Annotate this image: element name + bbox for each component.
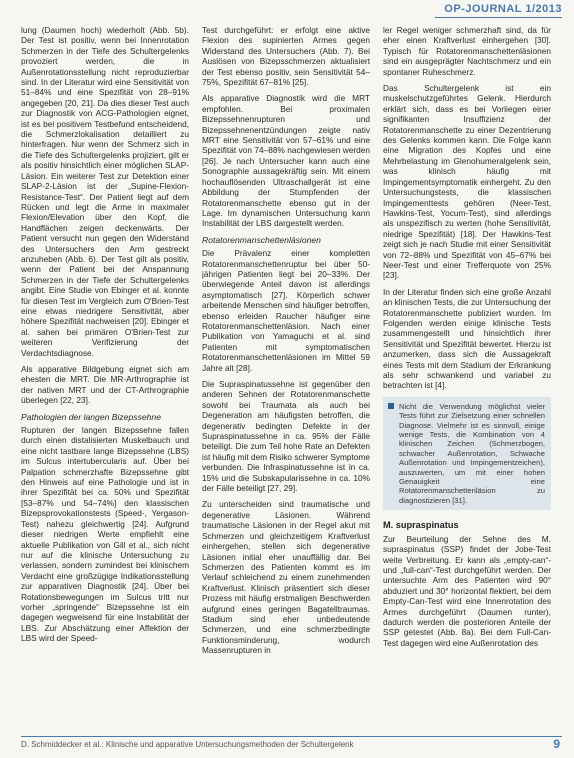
paragraph: Zur Beurteilung der Sehne des M. supraspinatus (SSP) findet der Jobe-Test weite Verbreitung. Er kann als „empty-can“- und „full-can“-Test durchgeführt werden. Der untersuchte Arm des Patienten wird 90° abduziert und 30° horizontal flektiert, bei dem Empty-Can-Test wird eine Innenrotation des Armes durchgeführt (Daumen runter), dadurch werden die posterioren Anteile der SSP getestet (Abb. 8a). Bei dem Full-Can-Test dagegen wird eine Außenrotation des [383, 533, 551, 648]
paragraph: Das Schultergelenk ist ein muskelschutzgeführtes Gelenk. Hierdurch erklärt sich, dass es bei Vorliegen einer signifikanten Insuffizienz der Rotatorenmanschette zu einer Dezentrierung des Gelenks kommen kann. Die Folge kann eine Migration des Kopfes und eine Mehrbelastung im Glenohumeralgelenk sein, was klinisch häufig mit Impingementsymptomatik einhergeht. Zu den Untersuchungstests, die klassischen Impingementtests gehören (Neer-Test, Hawkins-Test, Yocum-Test), sind allerdings als unspezifisch zu werten (hohe Sensitivität, niedrige Spezifität) [18]. Der Hawkins-Test zeigt sich je nach Studie mit einer Sensitivität von 72–88% und Spezifität von 45–67% bei Neer-Test und einer Trefferquote von 25% [23]. [383, 83, 551, 281]
info-box [383, 397, 551, 510]
footer-citation: D. Schmiddecker et al.: Klinische und apparative Untersuchungsmethoden der Schultergelenk [21, 740, 354, 749]
info-box-marker-icon [388, 403, 394, 409]
column-3 [383, 25, 551, 731]
paragraph: Als apparative Diagnostik wird die MRT empfohlen. Bei proximalen Bizepssehnenrupturen und Bizepssehnenentzündungen zeigte nativ MRT eine Sensitivität von 57–61% und eine Spezifität von 74–88% nachgewiesen werden [26]. Je nach Untersucher kann auch eine Sonographie aussagekräftig sein. Mit einem hochauflösenden Ultraschallgerät ist eine Abbildung der Stumpfenden der Rotatorenmanschette ebenso gut in der Lage. Im dynamischen Untersuchung kann Instabilität der LBS dargestellt werden. [202, 93, 370, 229]
section-heading-supraspinatus: M. supraspinatus [383, 520, 459, 531]
paragraph: Als apparative Bildgebung eignet sich am ehesten die MRT. Die MR-Arthrographie ist der nativen MRT und der CT-Arthrographie überlegen [22, 23]. [21, 364, 189, 406]
paragraph: Zu unterscheiden sind traumatische und degenerative Läsionen. Während traumatische Läsionen in der Regel akut mit Schmerzen und gleichzeitigem Kraftverlust einhergehen, stellen sich degenerative Läsionen initial eher unauffällig dar. Bei Schmerzen des Patienten kommt es im Verlauf schleichend zu einem zunehmenden Kraftverlust. Klinisch präsentiert sich dieser Prozess mit häufig erstmaligen Beschwerden aufgrund eines geringen Bagatelltraumas. Stadium sind eher unbedeutende Schmerzen, und eine schmerzbedingte Funktionsminderung, wodurch Massenrupturen in [202, 499, 370, 656]
page-header [0, 0, 574, 22]
column-2 [202, 25, 370, 731]
paragraph: In der Literatur finden sich eine große Anzahl an klinischen Tests, die zur Untersuchung der Rotatorenmanschette publiziert wurden. Im Folgenden werden einige klinische Tests zusammengestellt und hinsichtlich ihrer Sensitivität und Spezifität bewertet. Hierzu ist anzumerken, dass sich die Aussagekraft eines Tests mit dem Stadium der Erkrankung als sehr schwankend und variabel zu betrachten ist [4]. [383, 286, 551, 391]
info-box-text: Nicht die Verwendung möglichst vieler Tests führt zur Zielsetzung einer schnellen Diagnose. Vielmehr ist es sinnvoll, einige wenige Tests, die Kombination von 4 klinischen Zeichen (Schmerzbogen, schwacher Außenrotation, Schwache Außenrotation und Impingementzeichen), auszuwerten, um mit einer hohen Genauigkeit eine Rotatorenmanschettenläsion zu diagnostizieren [31]. [399, 401, 545, 505]
paragraph: Rupturen der langen Bizepssehne fallen durch einen distalisierten Muskelbauch und eine nicht tastbare lange Bizepssehne (LBS) im Sulcus intertubercularis auf. Über bei Palpation schmerzhafte Bizepssehne gibt den Hinweis auf eine Pathologie und ist in ihrer Spezifität bei ca. 50% und Spezifität [53–87% und 54–74%] den klassischen Bizepsprovokationstests (Speed-, Yergason-Test) nahezu gleichwertig [24]. Aufgrund dieser niedrigen Werte empfiehlt eine aktuelle Publikation von Gill et al., sich nicht nur auf die klinische Untersuchung zu verlassen, sondern zumindest bei klinischem Verdacht eine großzügige Indikationsstellung zur apparativen Diagnostik [24]. Über bei Rotationsbewegungen im Sulcus tritt nur vorher „springende“ Bizepssehne ist ein dagegen wegweisend für eine Instabilität der LBS. Zur Abschätzung einer Affektion der LBS wird der Speed- [21, 425, 189, 644]
column-1 [21, 25, 189, 731]
footer-rule [21, 736, 562, 737]
header-rule [435, 17, 562, 18]
paragraph: Die Prävalenz einer kompletten Rotatorenmanschettenruptur bei über 50-jährigen Patienten liegt bei 20–33%. Der überwiegende Anteil davon ist allerdings asymptomatisch [27]. Körperlich schwer arbeitende Menschen sind häufiger betroffen, ebenso erleiden Raucher häufiger eine Rotatorenmanschettenläsion. Nach einer Publikation von Yamaguchi et al. sind Patienten mit symptomatischen Rotatorenmanschettenläsionen im Mittel 59 Jahre alt [28]. [202, 248, 370, 373]
journal-title: OP-JOURNAL 1/2013 [444, 3, 562, 15]
paragraph: Test durchgeführt: er erfolgt eine aktive Flexion des supinierten Armes gegen Widerstand des Untersuchers (Abb. 7). Bei Auslösen von Bizepsschmerzen aktualisiert der Test ebenso positiv, sein Sensitivität 54–75%, Spezifität 67–81% [25]. [202, 25, 370, 88]
paragraph: ler Regel weniger schmerzhaft sind, da für eher einen Kraftverlust einhergehen [30]. Typisch für Rotatorenmanschettenläsionen sind ein ausgeprägter Nachtschmerz und ein spontaner Ruheschmerz. [383, 25, 551, 77]
paragraph: Die Supraspinatussehne ist gegenüber den anderen Sehnen der Rotatorenmanschette sowohl bei Traumata als auch bei Degeneration am häufigsten betroffen, die degenerativ bedingten Defekte in der Supraspinatussehne in ca. 95% der Fälle beteiligt. Die zum Teil hohe Rate an Defekten ist häufig mit dem Risiko schwerer Symptome verbunden. Die Infraspinatussehne ist in ca. 15% und die Subskapularissehne in ca. 10% der Fälle beteiligt [27, 29]. [202, 379, 370, 494]
section-heading-rotatoren: Rotatorenmanschettenläsionen [202, 234, 321, 245]
section-heading-bizeps: Pathologien der langen Bizepssehne [21, 411, 161, 422]
paragraph: lung (Daumen hoch) wiederholt (Abb. 5b). Der Test ist positiv, wenn bei Innenrotation Schmerzen in der Tiefe des Schultergelenks provoziert werden, die in Außenrotationsstellung nicht reproduzierbar sind. In der Literatur wird eine Sensitivität von 51–84% und eine Spezifität von 28–91% angegeben [20, 21]. Da dies dieser Test auch zur Diagnostik von ACG-Pathologien eignet, ist es bei positivem Testbefund entscheidend, die Schmerzlokalisation detailliert zu hinterfragen. Nur wenn der Schmerz sich in die Tiefe des Schultergelenks projiziert, gilt er als positiv hinsichtlich einer möglichen SLAP-Läsion. Ein weiterer Test zur Detektion einer SLAP-2-Läsion ist der „Supine-Flexion-Resistance-Test“. Der Patient liegt auf dem Rücken und legt die Arme in maximaler Flexion/Elevation über den Kopf, die Handflächen zeigen deckenwärts. Der Patient versucht nun gegen den Widerstand des Untersuchers den Arm gestreckt anzuheben (Abb. 6). Der Test gilt als positiv, wenn der Patient bei der Anspannung Schmerzen in der Tiefe der Schultergelenks angibt. Eine Studie von Ebinger et al. konnte für diesen Test im Vergleich zum O'Brien-Test eine etwas niedrigere Sensitivität, aber höhere Spezifität nachweisen [20]. Ebinger et al. sahen bei primären O'Brien-Test zur weiteren Verifizierung der Verdachtsdiagnose. [21, 25, 189, 358]
page-number: 9 [553, 737, 560, 751]
